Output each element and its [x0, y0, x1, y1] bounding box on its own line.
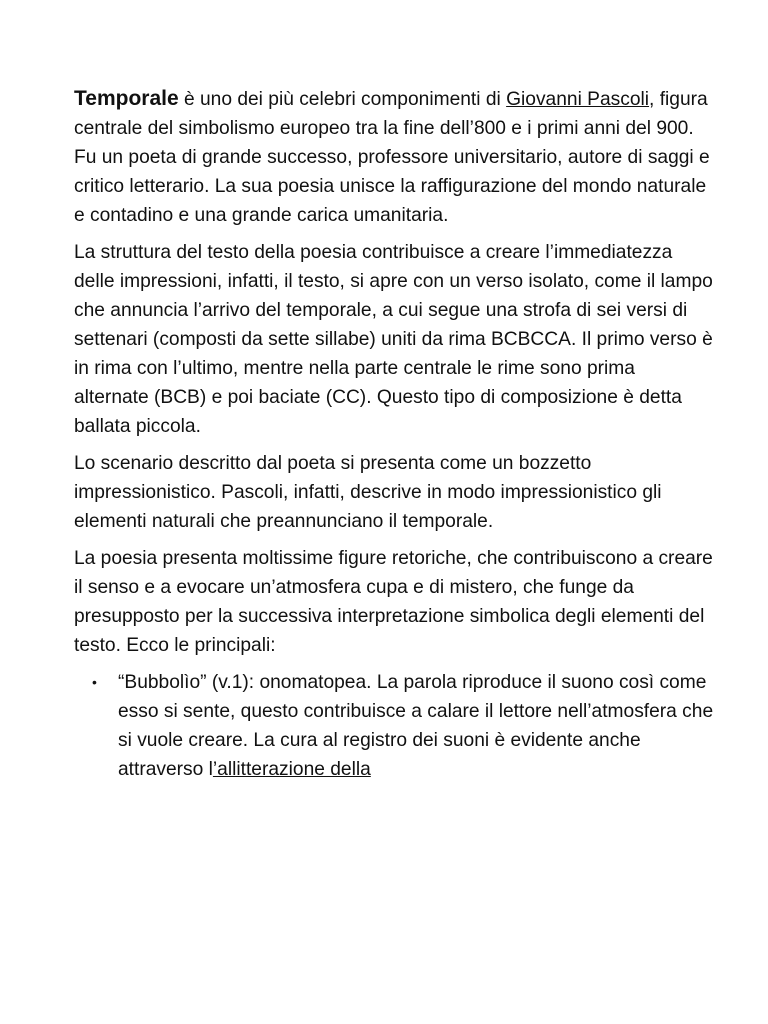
scenario-paragraph: Lo scenario descritto dal poeta si presenta come un bozzetto impressionistico. Pascoli, infatti, descrive in modo impressionistico gli elementi naturali che preannunciano il temporale.: [74, 453, 662, 532]
author-link[interactable]: Giovanni Pascoli: [506, 89, 650, 110]
structure-paragraph: La struttura del testo della poesia contribuisce a creare l’immediatezza delle impressioni, infatti, il testo, si apre con un verso isolato, come il lampo che annuncia l’arrivo del temporale, a cui segue una strofa di sei versi di settenari (composti da sette sillabe) uniti da rima BCBCCA. Il primo verso è in rima con l’ultimo, mentre nella parte centrale le rime sono prima alternate (BCB) e poi baciate (CC). Questo tipo di composizione è detta ballata piccola.: [74, 242, 713, 437]
list-item: [74, 668, 714, 784]
poem-title: Temporale: [74, 87, 179, 110]
bullet-icon: •: [92, 674, 97, 690]
rhetoric-paragraph: La poesia presenta moltissime figure retoriche, che contribuiscono a creare il senso e a evocare un’atmosfera cupa e di mistero, che funge da presupposto per la successiva interpretazione simbolica degli elementi del testo. Ecco le principali:: [74, 548, 713, 656]
document-body: [74, 84, 714, 784]
bullet-text: “Bubbolìo” (v.1): onomatopea. La parola riproduce il suono così come esso si sente, questo contribuisce a calare il lettore nell’atmosfera che si vuole creare. La cura al registro dei suoni è evidente anche attraverso l: [118, 672, 714, 780]
intro-text-1: è uno dei più celebri componimenti di: [178, 89, 507, 110]
intro-paragraph: [74, 84, 714, 230]
intro-text-2: , figura centrale del simbolismo europeo tra la fine dell’800 e i primi anni del 900. Fu un poeta di grande successo, professore universitario, autore di saggi e critico letterario. La sua poesia unisce la raffigurazione del mondo naturale e contadino e una grande carica umanitaria.: [74, 89, 710, 226]
figures-list: [74, 668, 714, 784]
alliteration-link[interactable]: ’allitterazione della: [212, 759, 371, 780]
